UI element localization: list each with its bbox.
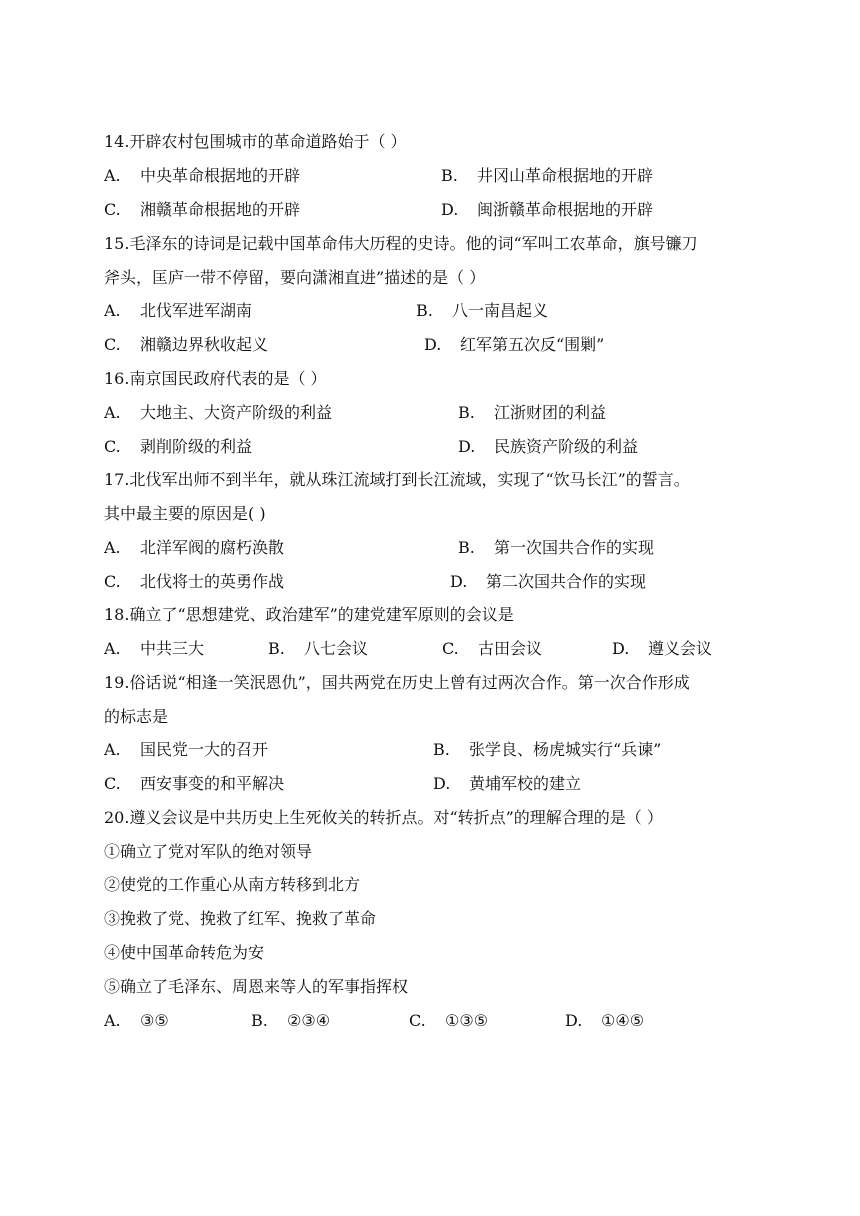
question-15-stem-line-2: 斧头，匡庐一带不停留，要向潇湘直进”描述的是（ ） — [104, 268, 486, 287]
question-19-option-a: A. 国民党一大的召开 — [104, 740, 269, 759]
question-20-statement-5: ⑤确立了毛泽东、周恩来等人的军事指挥权 — [104, 977, 409, 996]
question-18-option-b: B. 八七会议 — [268, 639, 369, 658]
question-17-option-b: B. 第一次国共合作的实现 — [458, 538, 655, 557]
question-19-option-b: B. 张学良、杨虎城实行“兵谏” — [433, 740, 662, 759]
question-16-stem: 16.南京国民政府代表的是（ ） — [104, 369, 327, 388]
question-16-option-c: C. 剥削阶级的利益 — [104, 437, 253, 456]
question-17-options-row-1 — [104, 531, 824, 565]
question-18-options-row — [104, 632, 824, 666]
question-18-option-c: C. 古田会议 — [442, 639, 543, 658]
question-19-stem-line-2: 的标志是 — [104, 707, 169, 726]
question-20-statement-3: ③挽救了党、挽救了红军、挽救了革命 — [104, 909, 377, 928]
question-17-option-a: A. 北洋军阀的腐朽涣散 — [104, 538, 285, 557]
question-16-option-d: D. 民族资产阶级的利益 — [458, 437, 639, 456]
question-16-options-row-1 — [104, 396, 824, 430]
question-19-options-row-2 — [104, 767, 824, 801]
question-20-statement-4: ④使中国革命转危为安 — [104, 943, 265, 962]
question-15-option-d: D. 红军第五次反“围剿” — [424, 335, 605, 354]
question-19-option-c: C. 西安事变的和平解决 — [104, 774, 285, 793]
question-20-option-b: B. ②③④ — [251, 1011, 331, 1030]
question-20-option-d: D. ①④⑤ — [565, 1011, 645, 1030]
question-15-option-a: A. 北伐军进军湖南 — [104, 301, 253, 320]
question-14-option-a: A. 中央革命根据地的开辟 — [104, 166, 301, 185]
question-20-statement-2: ②使党的工作重心从南方转移到北方 — [104, 875, 361, 894]
question-15-option-b: B. 八一南昌起义 — [416, 301, 549, 320]
question-17-option-d: D. 第二次国共合作的实现 — [450, 572, 647, 591]
question-20-option-c: C. ①③⑤ — [409, 1011, 489, 1030]
question-18-stem: 18.确立了“思想建党、政治建军”的建党建军原则的会议是 — [104, 605, 514, 624]
question-20-statement-1: ①确立了党对军队的绝对领导 — [104, 842, 313, 861]
question-15-options-row-2 — [104, 328, 824, 362]
question-14-option-c: C. 湘赣革命根据地的开辟 — [104, 200, 301, 219]
question-17-stem-line-1: 17.北伐军出师不到半年，就从珠江流域打到长江流域，实现了“饮马长江”的誓言。 — [104, 470, 690, 489]
question-20-stem: 20.遵义会议是中共历史上生死攸关的转折点。对“转折点”的理解合理的是（ ） — [104, 808, 663, 827]
question-14-options-row-2 — [104, 193, 824, 227]
question-19-option-d: D. 黄埔军校的建立 — [433, 774, 582, 793]
question-18-option-a: A. 中共三大 — [104, 639, 205, 658]
question-16-option-a: A. 大地主、大资产阶级的利益 — [104, 403, 333, 422]
question-17-option-c: C. 北伐将士的英勇作战 — [104, 572, 285, 591]
question-18-option-d: D. 遵义会议 — [612, 639, 713, 658]
question-16-options-row-2 — [104, 430, 824, 464]
question-14-stem: 14.开辟农村包围城市的革命道路始于（ ） — [104, 132, 407, 151]
question-16-option-b: B. 江浙财团的利益 — [458, 403, 607, 422]
question-19-stem-line-1: 19.俗话说“相逢一笑泯恩仇”，国共两党在历史上曾有过两次合作。第一次合作形成 — [104, 673, 690, 692]
question-17-options-row-2 — [104, 565, 824, 599]
question-14-option-b: B. 井冈山革命根据地的开辟 — [441, 166, 654, 185]
question-14-option-d: D. 闽浙赣革命根据地的开辟 — [441, 200, 654, 219]
question-17-stem-line-2: 其中最主要的原因是( ) — [104, 504, 266, 523]
question-20-options-row — [104, 1004, 824, 1038]
question-20-option-a: A. ③⑤ — [104, 1011, 169, 1030]
question-15-option-c: C. 湘赣边界秋收起义 — [104, 335, 269, 354]
question-19-options-row-1 — [104, 733, 824, 767]
question-14-options-row-1 — [104, 159, 824, 193]
question-15-stem-line-1: 15.毛泽东的诗词是记载中国革命伟大历程的史诗。他的词“军叫工农革命，旗号镰刀 — [104, 234, 698, 253]
question-15-options-row-1 — [104, 294, 824, 328]
